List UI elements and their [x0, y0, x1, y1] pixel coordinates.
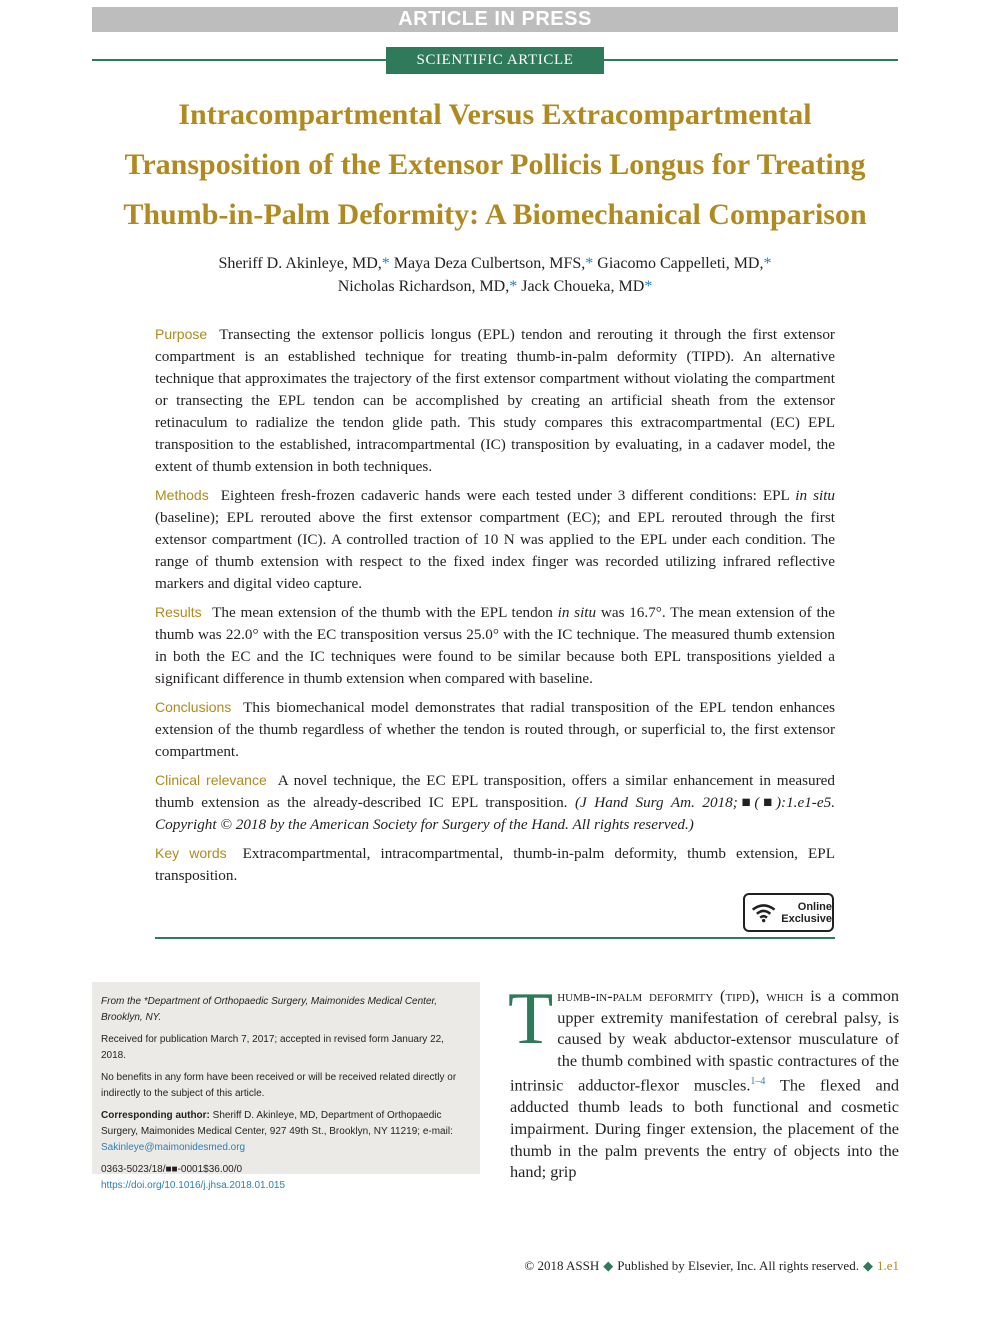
author-name[interactable]: Nicholas Richardson, MD, [337, 278, 510, 295]
purpose-heading: Purpose [155, 326, 208, 342]
affiliation-mark[interactable]: * [381, 255, 390, 272]
corresponding-note [101, 1108, 471, 1156]
title-line-3: Thumb-in-Palm Deformity: A Biomechanical Comparison [123, 198, 867, 231]
page-number: 1.e1 [876, 1258, 899, 1273]
author-name[interactable]: Jack Choueka, MD [521, 278, 645, 295]
title-line-2: Transposition of the Extensor Pollicis Longus for Treating [124, 148, 866, 181]
author-line-1 [150, 252, 840, 275]
abstract-purpose [155, 323, 835, 478]
received-note: Received for publication March 7, 2017; accepted in revised form January 22, 2018. [101, 1034, 444, 1061]
online-exclusive-badge[interactable] [743, 893, 834, 932]
doi-link[interactable]: https://doi.org/10.1016/j.jhsa.2018.01.015 [101, 1180, 286, 1191]
footnote-box [92, 982, 480, 1191]
abstract-methods [155, 484, 835, 595]
title-line-1: Intracompartmental Versus Extracompartmental [178, 98, 812, 131]
affiliation-mark[interactable]: * [644, 278, 653, 295]
citation: (J Hand Surg Am. 2018;■(■):1.e1-e5. Copyright © 2018 by the American Society for Surgery of the Hand. All rights reserved.) [155, 794, 835, 833]
footer-publisher: Published by Elsevier, Inc. All rights reserved. [617, 1258, 859, 1273]
benefits-note: No benefits in any form have been received or will be received related directly or indirectly to the subject of this article. [101, 1072, 457, 1099]
diamond-icon: ◆ [603, 1258, 614, 1273]
affiliation-mark[interactable]: * [585, 255, 594, 272]
abstract-conclusions [155, 696, 835, 763]
affiliation-mark[interactable]: * [509, 278, 518, 295]
footer-copyright: © 2018 ASSH [524, 1258, 600, 1273]
results-in-situ: in situ [557, 604, 597, 621]
abstract-keywords [155, 842, 835, 887]
methods-text: Eighteen fresh-frozen cadaveric hands were each tested under 3 different conditions: EPL [220, 487, 790, 504]
diamond-icon: ◆ [862, 1258, 873, 1273]
body-text-b: The flexed and adducted thumb leads to both functional and cosmetic impairment. During finger extension, the placement of the thumb in the palm prevents the entry of objects into the hand; grip [510, 1075, 899, 1182]
article-in-press-banner: ARTICLE IN PRESS [92, 7, 898, 32]
abstract-results [155, 601, 835, 690]
author-name[interactable]: Maya Deza Culbertson, MFS, [393, 255, 586, 272]
abstract [155, 323, 835, 893]
body-text [508, 978, 899, 1183]
author-line-2 [150, 275, 840, 298]
methods-text-cont: (baseline); EPL rerouted above the first extensor compartment (EC); and EPL rerouted through the first extensor compartment (IC). A controlled traction of 10 N was applied to the EPL under each condition. The range of thumb extension with respect to the fixed index finger was recorded utilizing infrared reflective markers and digital video capture. [155, 509, 835, 592]
body-text-a: is a common upper extremity manifestation of cerebral palsy, is caused by weak abductor-extensor musculature of the thumb combined with spastic contractures of the intrinsic adductor-flexor muscles. [510, 986, 899, 1095]
methods-in-situ: in situ [795, 487, 836, 504]
author-name[interactable]: Sheriff D. Akinleye, MD, [218, 255, 382, 272]
article-title [60, 90, 930, 240]
badge-line-2: Exclusive [781, 912, 832, 925]
issn-line: 0363-5023/18/■■-0001$36.00/0 [101, 1164, 243, 1175]
corresponding-label: Corresponding author: [101, 1110, 210, 1121]
affiliation-note: From the *Department of Orthopaedic Surgery, Maimonides Medical Center, Brooklyn, NY. [101, 996, 438, 1023]
affiliation-mark[interactable]: * [763, 255, 772, 272]
email-link[interactable]: Sakinleye@maimonidesmed.org [101, 1142, 246, 1153]
abstract-rule [155, 937, 835, 939]
author-list [150, 252, 840, 298]
reference-link[interactable]: 1–4 [750, 1076, 766, 1088]
results-heading: Results [155, 604, 202, 620]
author-name[interactable]: Giacomo Cappelleti, MD, [597, 255, 764, 272]
wifi-icon [751, 901, 776, 925]
results-text-cont: was 16.7°. The mean extension of the thumb was 22.0° with the EC transposition versus 25.0° with the IC technique. The measured thumb extension in both the EC and the IC techniques were found to be similar because both EPL transpositions yielded a significant difference in thumb extension when compared with baseline. [155, 604, 835, 687]
clinical-text: A novel technique, the EC EPL transposition, offers a similar enhancement in measured thumb extension as the already-described IC EPL transposition. [155, 772, 835, 811]
conclusions-text: This biomechanical model demonstrates that radial transposition of the EPL tendon enhances extension of the thumb regardless of whether the tendon is routed through, or superficial to, the first extensor compartment. [155, 699, 835, 760]
corresponding-text: Sheriff D. Akinleye, MD, Department of Orthopaedic Surgery, Maimonides Medical Center, 927 49th St., Brooklyn, NY 11219; e-mail: [101, 1110, 453, 1137]
clinical-heading: Clinical relevance [155, 772, 267, 788]
keywords-text: Extracompartmental, intracompartmental, thumb-in-palm deformity, thumb extension, EPL transposition. [155, 845, 836, 884]
results-text: The mean extension of the thumb with the EPL tendon [212, 604, 553, 621]
keywords-heading: Key words [155, 845, 227, 861]
page-footer [420, 1258, 899, 1274]
purpose-text: Transecting the extensor pollicis longus (EPL) tendon and rerouting it through the first extensor compartment is an established technique for treating thumb-in-palm deformity (TIPD). An alternative technique that approximates the trajectory of the first extensor compartment without violating the compartment or transecting the EPL tendon can be accomplished by creating an artificial sheath from the extensor retinaculum to radialize the tendon glide path. This study compares this extracompartmental (EC) EPL transposition to the established, intracompartmental (IC) transposition by evaluating, in a cadaver model, the extent of thumb extension in both techniques. [155, 326, 835, 475]
lead-in: humb-in-palm deformity (tipd), which [557, 986, 804, 1005]
badge-label [781, 901, 832, 925]
abstract-clinical-relevance [155, 769, 835, 836]
drop-cap: T [508, 978, 554, 1060]
methods-heading: Methods [155, 487, 209, 503]
badge-line-1: Online [797, 900, 832, 913]
section-label: SCIENTIFIC ARTICLE [386, 47, 604, 74]
conclusions-heading: Conclusions [155, 699, 232, 715]
